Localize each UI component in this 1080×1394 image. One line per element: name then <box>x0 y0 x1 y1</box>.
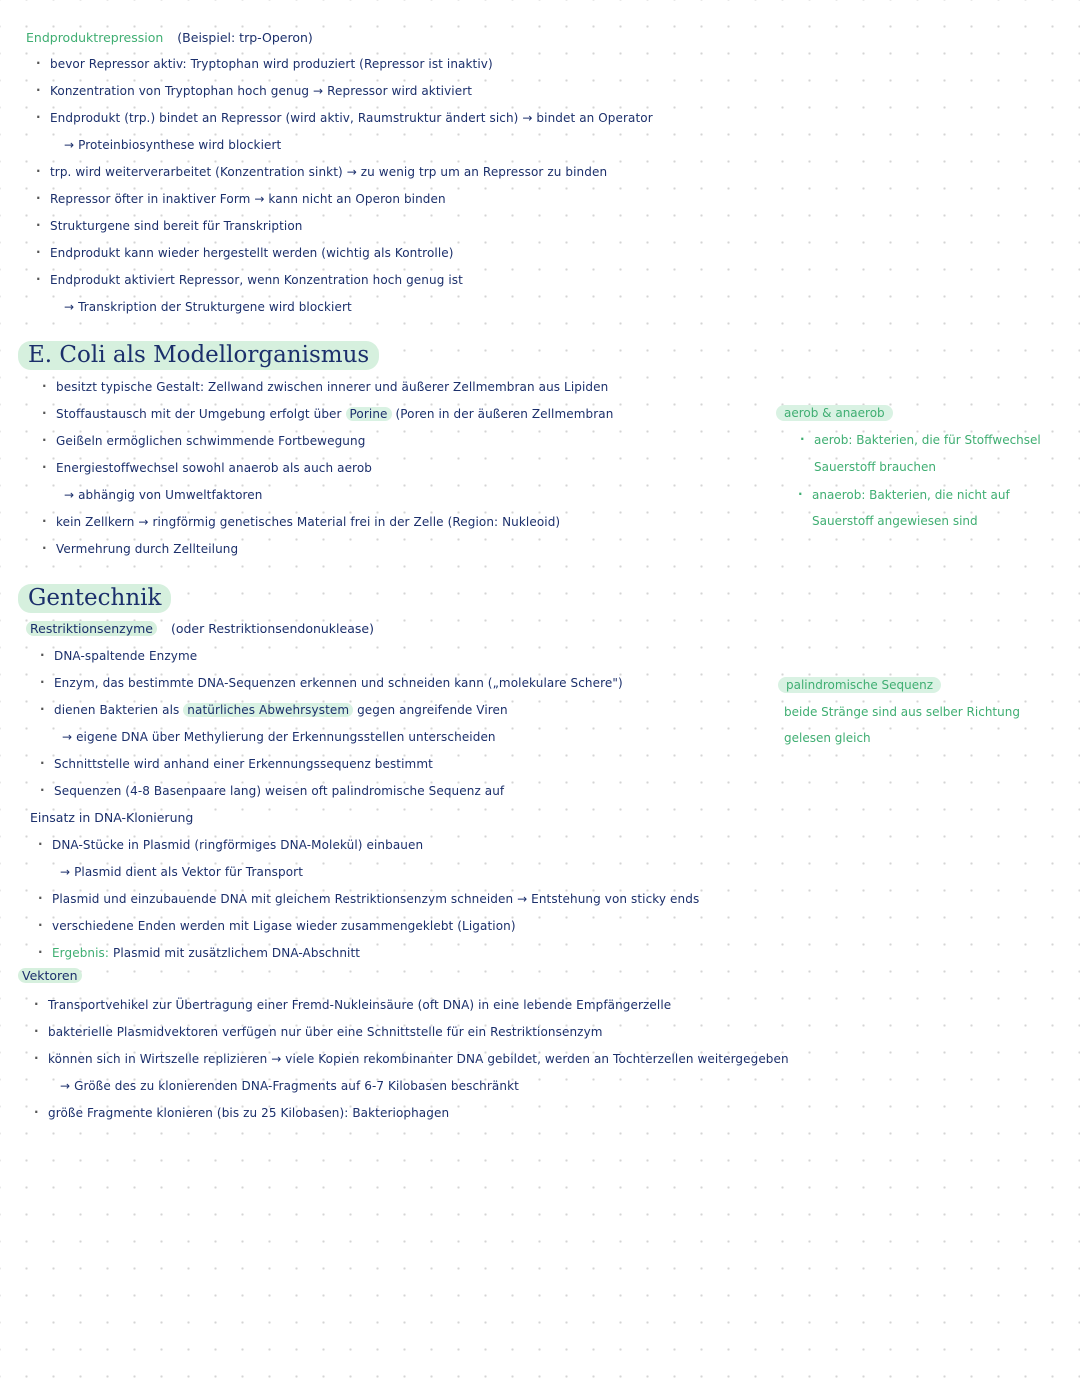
restriktionsenzyme-tag: Restriktionsenzyme <box>26 621 157 636</box>
side-note: gelesen gleich <box>784 731 871 745</box>
list-item: · trp. wird weiterverarbeitet (Konzentration sinkt) → zu wenig trp um an Repressor zu binden <box>50 165 607 179</box>
list-item: · DNA-spaltende Enzyme <box>54 649 197 663</box>
porine-highlight: Porine <box>346 407 392 421</box>
side-note: · anaerob: Bakterien, die nicht auf <box>812 488 1010 502</box>
list-item: · Vermehrung durch Zellteilung <box>56 542 238 556</box>
list-item: · Endprodukt (trp.) bindet an Repressor (wird aktiv, Raumstruktur ändert sich) → bindet an Operator <box>50 111 653 125</box>
ergebnis-text: Plasmid mit zusätzlichem DNA-Abschnitt <box>112 946 361 960</box>
side-note: · aerob: Bakterien, die für Stoffwechsel <box>814 433 1041 447</box>
endproduktrepression-title: Endproduktrepression <box>26 30 164 45</box>
list-item: · Transportvehikel zur Übertragung einer Fremd-Nukleinsäure (oft DNA) in eine lebende Empfängerzelle <box>48 998 671 1012</box>
list-item-sub: → Plasmid dient als Vektor für Transport <box>60 865 304 879</box>
list-item: · DNA-Stücke in Plasmid (ringförmiges DNA-Molekül) einbauen <box>52 838 423 852</box>
list-item: · Strukturgene sind bereit für Transkription <box>50 219 303 233</box>
list-item: · Repressor öfter in inaktiver Form → kann nicht an Operon binden <box>50 192 446 206</box>
list-item: · bevor Repressor aktiv: Tryptophan wird produziert (Repressor ist inaktiv) <box>50 57 493 71</box>
list-item: · Konzentration von Tryptophan hoch genug → Repressor wird aktiviert <box>50 84 472 98</box>
list-item <box>54 703 508 717</box>
list-item-sub: → abhängig von Umweltfaktoren <box>64 488 263 502</box>
section-title-endproduktrepression <box>26 30 313 45</box>
list-item <box>56 407 613 421</box>
side-tag-palindromische-sequenz: palindromische Sequenz <box>778 677 941 693</box>
ergebnis-label: Ergebnis: <box>52 946 110 960</box>
subheading-restriktionsenzyme <box>26 621 374 636</box>
list-item: · Geißeln ermöglichen schwimmende Fortbewegung <box>56 434 365 448</box>
list-item: · können sich in Wirtszelle replizieren → viele Kopien rekombinanter DNA gebildet, werden an Tochterzellen weitergegeben <box>48 1052 789 1066</box>
vektoren-tag: Vektoren <box>18 968 82 983</box>
subheading-vektoren <box>18 968 82 983</box>
side-note: beide Stränge sind aus selber Richtung <box>784 705 1020 719</box>
list-item-sub: → Transkription der Strukturgene wird blockiert <box>64 300 352 314</box>
porine-line-pre: Stoffaustausch mit der Umgebung erfolgt über <box>56 407 342 421</box>
list-item: · verschiedene Enden werden mit Ligase wieder zusammengeklebt (Ligation) <box>52 919 516 933</box>
abwehr-line-pre: dienen Bakterien als <box>54 703 180 717</box>
list-item: · größe Fragmente klonieren (bis zu 25 Kilobasen): Bakteriophagen <box>48 1106 449 1120</box>
list-item: · kein Zellkern → ringförmig genetisches Material frei in der Zelle (Region: Nukleoid) <box>56 515 560 529</box>
list-item-sub: → eigene DNA über Methylierung der Erkennungsstellen unterscheiden <box>62 730 496 744</box>
list-item: · besitzt typische Gestalt: Zellwand zwischen innerer und äußerer Zellmembran aus Lipiden <box>56 380 608 394</box>
list-item: · Endprodukt kann wieder hergestellt werden (wichtig als Kontrolle) <box>50 246 454 260</box>
endproduktrepression-note: (Beispiel: trp-Operon) <box>177 30 313 45</box>
list-item: · bakterielle Plasmidvektoren verfügen nur über eine Schnittstelle für ein Restriktionsenzym <box>48 1025 603 1039</box>
side-note: Sauerstoff angewiesen sind <box>812 514 978 528</box>
side-tag-aerob-anaerob: aerob & anaerob <box>776 405 893 421</box>
side-note: Sauerstoff brauchen <box>814 460 936 474</box>
list-item <box>52 946 360 960</box>
restriktionsenzyme-note: (oder Restriktionsendonuklease) <box>170 621 374 636</box>
subheading-dna-klonierung: Einsatz in DNA-Klonierung <box>30 810 194 825</box>
porine-line-post: (Poren in der äußeren Zellmembran <box>395 407 614 421</box>
list-item: · Endprodukt aktiviert Repressor, wenn Konzentration hoch genug ist <box>50 273 463 287</box>
list-item-sub: → Größe des zu klonierenden DNA-Fragments auf 6-7 Kilobasen beschränkt <box>60 1079 519 1093</box>
list-item: · Sequenzen (4-8 Basenpaare lang) weisen oft palindromische Sequenz auf <box>54 784 504 798</box>
list-item: · Plasmid und einzubauende DNA mit gleichem Restriktionsenzym schneiden → Entstehung von sticky ends <box>52 892 699 906</box>
heading-e-coli: E. Coli als Modellorganismus <box>18 341 379 370</box>
abwehr-highlight: natürliches Abwehrsystem <box>183 703 353 717</box>
list-item-sub: → Proteinbiosynthese wird blockiert <box>64 138 282 152</box>
list-item: · Enzym, das bestimmte DNA-Sequenzen erkennen und schneiden kann („molekulare Schere") <box>54 676 623 690</box>
abwehr-line-post: gegen angreifende Viren <box>357 703 508 717</box>
heading-gentechnik: Gentechnik <box>18 584 171 613</box>
list-item: · Schnittstelle wird anhand einer Erkennungssequenz bestimmt <box>54 757 433 771</box>
list-item: · Energiestoffwechsel sowohl anaerob als auch aerob <box>56 461 372 475</box>
